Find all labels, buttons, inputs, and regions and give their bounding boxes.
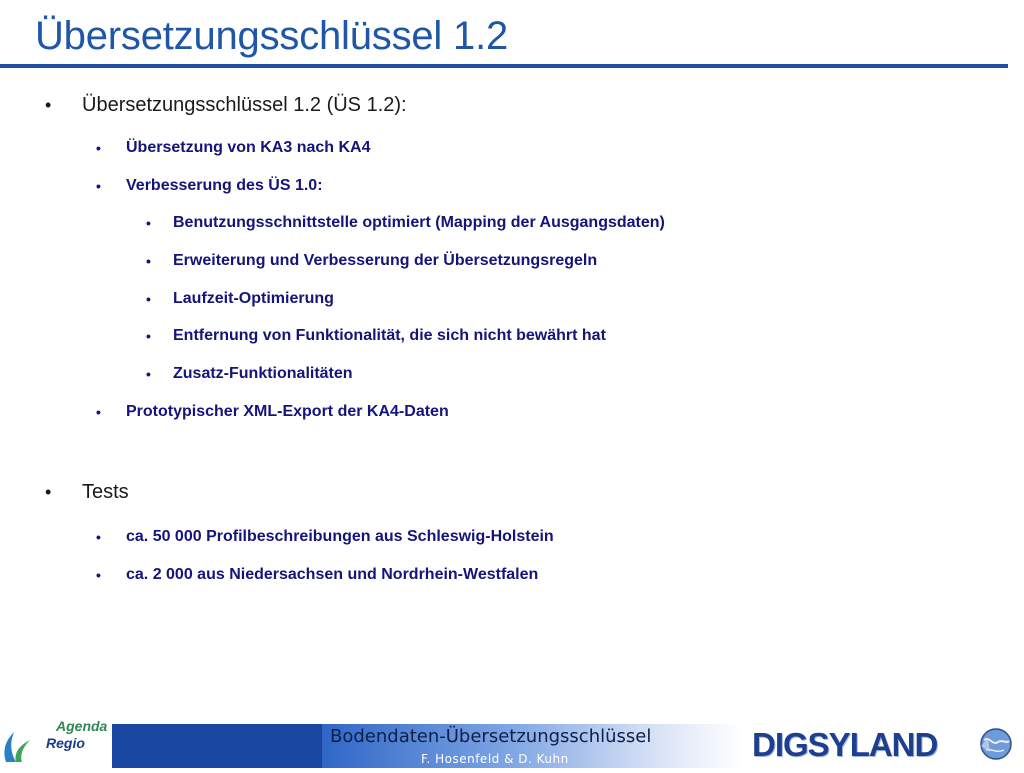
bullet-dot: •	[146, 291, 151, 307]
bullet-text: Zusatz-Funktionalitäten	[173, 365, 353, 382]
footer-blue-block	[112, 724, 322, 768]
bullet-item	[45, 481, 129, 504]
bullet-item	[146, 214, 665, 232]
logo-regio-text: Regio	[46, 735, 85, 751]
bullet-text: ca. 2 000 aus Niedersachsen und Nordrhein-Westfalen	[126, 566, 539, 583]
footer-title: Bodendaten-Übersetzungsschlüssel	[330, 726, 652, 747]
bullet-text: Entfernung von Funktionalität, die sich nicht bewährt hat	[173, 327, 606, 344]
bullet-dot: •	[45, 95, 52, 115]
swoosh-icon	[0, 718, 48, 768]
bullet-item	[146, 290, 334, 308]
bullet-dot: •	[146, 215, 151, 231]
bullet-text: ca. 50 000 Profilbeschreibungen aus Schleswig-Holstein	[126, 528, 554, 545]
footer-authors: F. Hosenfeld & D. Kuhn	[421, 752, 569, 766]
bullet-dot: •	[96, 529, 101, 545]
bullet-item	[146, 327, 606, 345]
bullet-dot: •	[146, 328, 151, 344]
bullet-item	[146, 252, 598, 270]
bullet-dot: •	[146, 366, 151, 382]
bullet-text: Übersetzungsschlüssel 1.2 (ÜS 1.2):	[82, 94, 407, 116]
bullet-text: Prototypischer XML-Export der KA4-Daten	[126, 403, 449, 420]
bullet-dot: •	[96, 140, 101, 156]
bullet-item	[96, 177, 323, 195]
bullet-text: Tests	[82, 481, 129, 503]
bullet-item	[96, 528, 554, 546]
bullet-item	[96, 566, 539, 584]
bullet-text: Erweiterung und Verbesserung der Übersetzungsregeln	[173, 252, 598, 269]
bullet-text: Benutzungsschnittstelle optimiert (Mapping der Ausgangsdaten)	[173, 214, 665, 231]
bullet-dot: •	[96, 404, 101, 420]
bullet-text: Übersetzung von KA3 nach KA4	[126, 139, 371, 156]
bullet-dot: •	[96, 178, 101, 194]
bullet-item	[146, 365, 353, 383]
bullet-item	[96, 139, 371, 157]
bullet-text: Laufzeit-Optimierung	[173, 290, 334, 307]
logo-agenda-text: Agenda	[56, 718, 108, 734]
digsyland-logo-text: DIGSYLAND	[752, 726, 938, 763]
globe-icon	[978, 726, 1014, 762]
slide-title: Übersetzungsschlüssel 1.2	[35, 14, 509, 58]
bullet-text: Verbesserung des ÜS 1.0:	[126, 177, 323, 194]
bullet-dot: •	[45, 482, 52, 502]
bullet-dot: •	[96, 567, 101, 583]
bullet-item	[45, 94, 407, 117]
bullet-item	[96, 403, 449, 421]
title-rule	[0, 64, 1008, 68]
bullet-dot: •	[146, 253, 151, 269]
